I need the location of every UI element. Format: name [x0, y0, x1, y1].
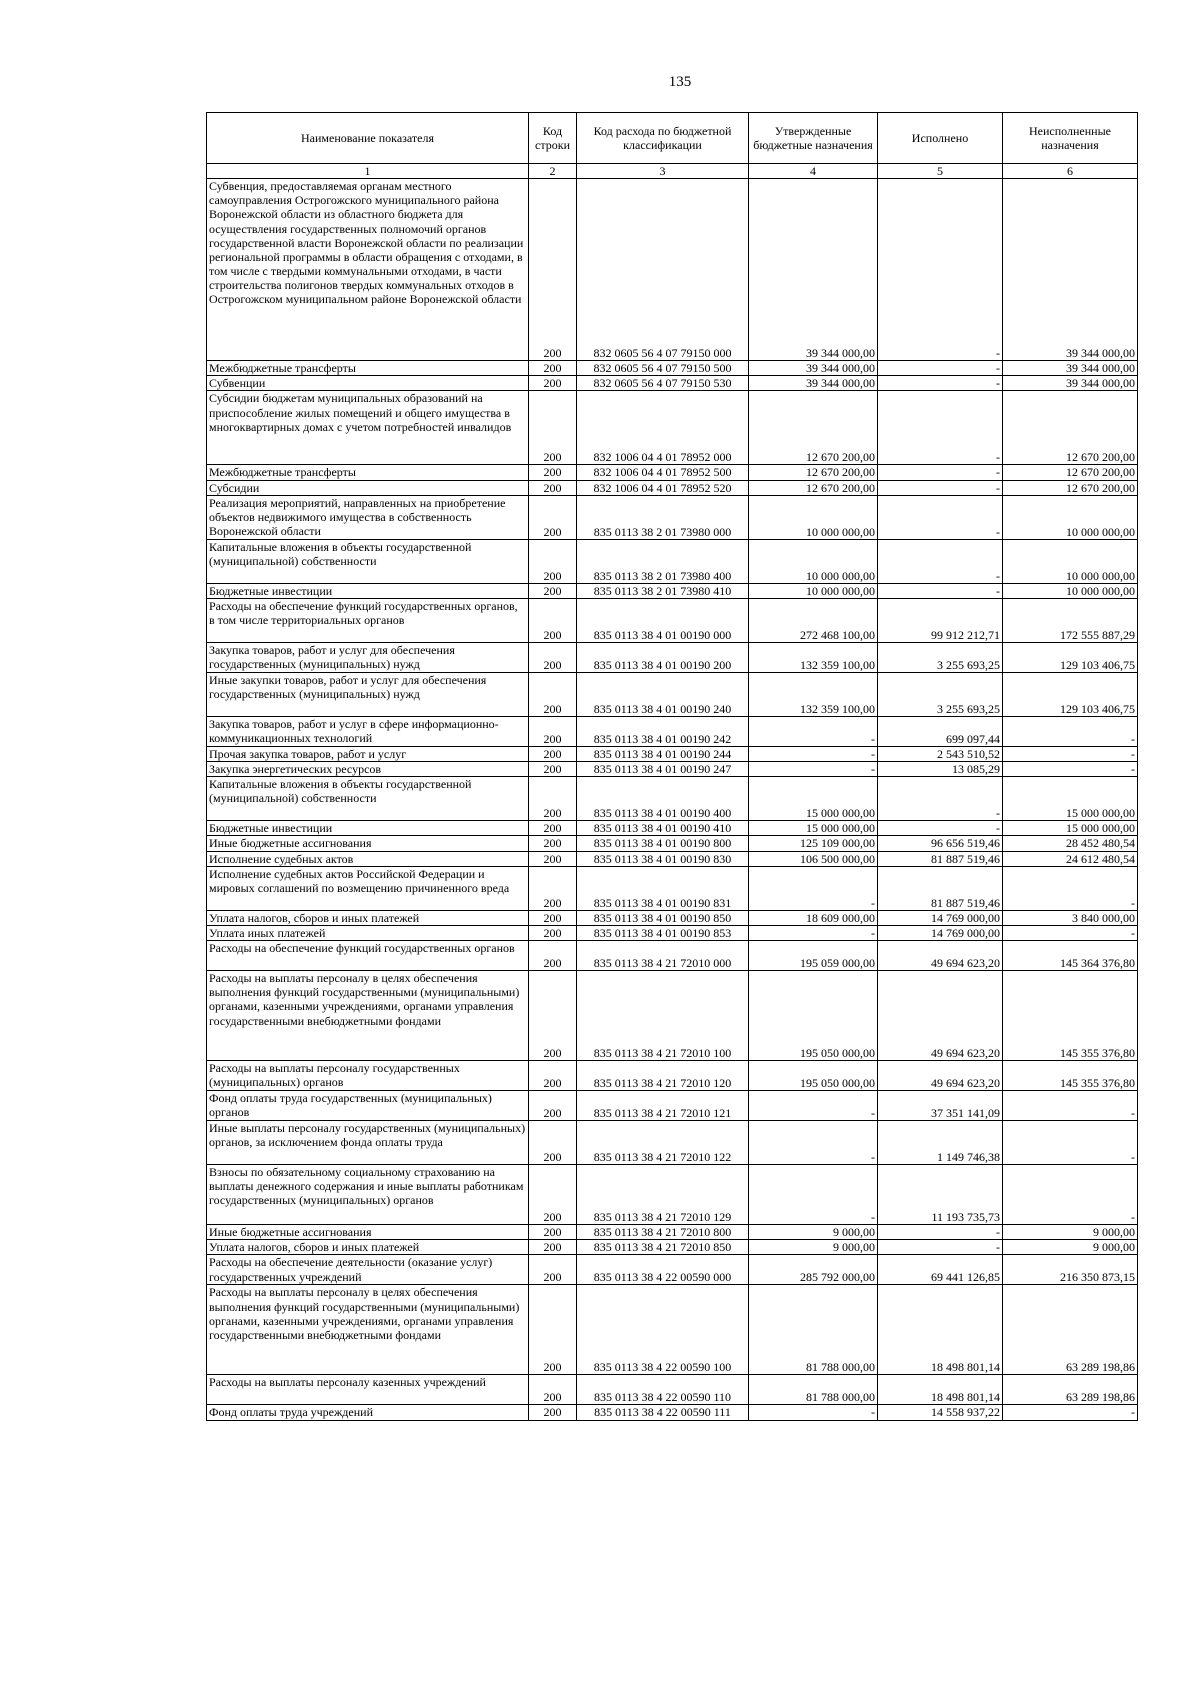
table-row: [207, 179, 1138, 361]
cell-approved: 9 000,00: [749, 1240, 878, 1255]
cell-budget-code: 835 0113 38 4 22 00590 110: [577, 1375, 749, 1405]
table-row: [207, 598, 1138, 642]
cell-indicator-name: Фонд оплаты труда государственных (муниципальных) органов: [207, 1091, 529, 1121]
cell-line-code: 200: [529, 598, 577, 642]
cell-unexecuted: 12 670 200,00: [1003, 391, 1138, 465]
cell-approved: -: [749, 1121, 878, 1165]
table-body: [207, 179, 1138, 1420]
cell-approved: -: [749, 866, 878, 910]
cell-budget-code: 835 0113 38 4 21 72010 122: [577, 1121, 749, 1165]
cell-budget-code: 835 0113 38 4 01 00190 247: [577, 762, 749, 777]
cell-indicator-name: Уплата налогов, сборов и иных платежей: [207, 910, 529, 925]
cell-indicator-name: Иные закупки товаров, работ и услуг для обеспечения государственных (муниципальных) нужд: [207, 672, 529, 716]
table-row: [207, 971, 1138, 1061]
cell-line-code: 200: [529, 465, 577, 480]
header-approved: Утвержденные бюджетные назначения: [749, 113, 878, 164]
cell-line-code: 200: [529, 642, 577, 672]
cell-indicator-name: Субвенция, предоставляемая органам местного самоуправления Острогожского муниципального района Воронежской области из областного бюджета для осуществления государственных полномочий органов государственной власти Воронежской области по реализации региональной программы в области обращения с отходами, в том числе с твердыми коммунальными отходами, в части строительства полигонов твердых коммунальных отходов в Острогожском муниципальном районе Воронежской области: [207, 179, 529, 361]
cell-unexecuted: 12 670 200,00: [1003, 480, 1138, 495]
cell-indicator-name: Реализация мероприятий, направленных на приобретение объектов недвижимого имущества в собственность Воронежской области: [207, 495, 529, 539]
cell-unexecuted: -: [1003, 746, 1138, 761]
cell-approved: 39 344 000,00: [749, 179, 878, 361]
table-row: [207, 1255, 1138, 1285]
cell-budget-code: 835 0113 38 4 21 72010 129: [577, 1165, 749, 1225]
cell-executed: 14 769 000,00: [878, 925, 1003, 940]
cell-indicator-name: Исполнение судебных актов Российской Федерации и мировых соглашений по возмещению причиненного вреда: [207, 866, 529, 910]
cell-executed: -: [878, 480, 1003, 495]
cell-indicator-name: Уплата налогов, сборов и иных платежей: [207, 1240, 529, 1255]
cell-executed: 13 085,29: [878, 762, 1003, 777]
cell-budget-code: 835 0113 38 4 01 00190 200: [577, 642, 749, 672]
cell-unexecuted: 145 364 376,80: [1003, 941, 1138, 971]
cell-line-code: 200: [529, 361, 577, 376]
cell-budget-code: 832 0605 56 4 07 79150 500: [577, 361, 749, 376]
column-number: 6: [1003, 164, 1138, 179]
cell-indicator-name: Субвенции: [207, 376, 529, 391]
cell-approved: -: [749, 1405, 878, 1420]
cell-approved: -: [749, 925, 878, 940]
cell-unexecuted: -: [1003, 762, 1138, 777]
cell-executed: 3 255 693,25: [878, 642, 1003, 672]
cell-indicator-name: Расходы на обеспечение функций государственных органов: [207, 941, 529, 971]
cell-line-code: 200: [529, 179, 577, 361]
cell-approved: 12 670 200,00: [749, 465, 878, 480]
cell-budget-code: 835 0113 38 4 01 00190 244: [577, 746, 749, 761]
cell-line-code: 200: [529, 762, 577, 777]
cell-approved: 195 059 000,00: [749, 941, 878, 971]
table-row: [207, 1061, 1138, 1091]
cell-approved: 18 609 000,00: [749, 910, 878, 925]
cell-executed: 18 498 801,14: [878, 1285, 1003, 1375]
cell-executed: -: [878, 495, 1003, 539]
cell-approved: 39 344 000,00: [749, 361, 878, 376]
cell-unexecuted: 145 355 376,80: [1003, 1061, 1138, 1091]
cell-budget-code: 835 0113 38 4 01 00190 853: [577, 925, 749, 940]
cell-executed: 99 912 212,71: [878, 598, 1003, 642]
table-row: [207, 642, 1138, 672]
cell-executed: 2 543 510,52: [878, 746, 1003, 761]
table-row: [207, 391, 1138, 465]
cell-executed: 81 887 519,46: [878, 866, 1003, 910]
cell-unexecuted: -: [1003, 925, 1138, 940]
cell-line-code: 200: [529, 1091, 577, 1121]
cell-unexecuted: 63 289 198,86: [1003, 1285, 1138, 1375]
cell-line-code: 200: [529, 376, 577, 391]
cell-line-code: 200: [529, 941, 577, 971]
table-row: [207, 746, 1138, 761]
cell-budget-code: 832 1006 04 4 01 78952 520: [577, 480, 749, 495]
cell-budget-code: 835 0113 38 4 01 00190 000: [577, 598, 749, 642]
cell-indicator-name: Исполнение судебных актов: [207, 851, 529, 866]
cell-executed: 11 193 735,73: [878, 1165, 1003, 1225]
table-row: [207, 361, 1138, 376]
cell-indicator-name: Бюджетные инвестиции: [207, 821, 529, 836]
header-executed: Исполнено: [878, 113, 1003, 164]
table-row: [207, 777, 1138, 821]
column-number: 5: [878, 164, 1003, 179]
cell-unexecuted: -: [1003, 866, 1138, 910]
cell-executed: -: [878, 1225, 1003, 1240]
table-row: [207, 925, 1138, 940]
cell-budget-code: 835 0113 38 4 21 72010 000: [577, 941, 749, 971]
cell-budget-code: 832 1006 04 4 01 78952 000: [577, 391, 749, 465]
cell-approved: -: [749, 746, 878, 761]
cell-indicator-name: Расходы на выплаты персоналу в целях обеспечения выполнения функций государственными (муниципальными) органами, казенными учреждениями, органами управления государственными внебюджетными фондами: [207, 971, 529, 1061]
table-row: [207, 376, 1138, 391]
cell-unexecuted: 9 000,00: [1003, 1240, 1138, 1255]
cell-executed: 14 558 937,22: [878, 1405, 1003, 1420]
cell-unexecuted: -: [1003, 1165, 1138, 1225]
cell-indicator-name: Субсидии: [207, 480, 529, 495]
cell-budget-code: 835 0113 38 4 01 00190 410: [577, 821, 749, 836]
cell-indicator-name: Расходы на выплаты персоналу государственных (муниципальных) органов: [207, 1061, 529, 1091]
cell-indicator-name: Иные выплаты персоналу государственных (муниципальных) органов, за исключением фонда оплаты труда: [207, 1121, 529, 1165]
page-number: 135: [668, 74, 692, 90]
cell-executed: 81 887 519,46: [878, 851, 1003, 866]
cell-unexecuted: 15 000 000,00: [1003, 777, 1138, 821]
table-row: [207, 762, 1138, 777]
cell-budget-code: 835 0113 38 4 01 00190 242: [577, 716, 749, 746]
cell-budget-code: 835 0113 38 4 21 72010 800: [577, 1225, 749, 1240]
header-unexecuted: Неисполненные назначения: [1003, 113, 1138, 164]
header-budget-code: Код расхода по бюджетной классификации: [577, 113, 749, 164]
table-row: [207, 1375, 1138, 1405]
cell-executed: -: [878, 583, 1003, 598]
cell-executed: -: [878, 1240, 1003, 1255]
cell-unexecuted: -: [1003, 1091, 1138, 1121]
header-row: [207, 113, 1138, 164]
header-line-code: Код строки: [529, 113, 577, 164]
cell-budget-code: 835 0113 38 4 01 00190 400: [577, 777, 749, 821]
header-indicator-name: Наименование показателя: [207, 113, 529, 164]
cell-unexecuted: 10 000 000,00: [1003, 495, 1138, 539]
table-row: [207, 866, 1138, 910]
table-row: [207, 672, 1138, 716]
cell-line-code: 200: [529, 480, 577, 495]
cell-unexecuted: 39 344 000,00: [1003, 376, 1138, 391]
cell-unexecuted: 3 840 000,00: [1003, 910, 1138, 925]
table-row: [207, 836, 1138, 851]
cell-approved: 106 500 000,00: [749, 851, 878, 866]
table-row: [207, 941, 1138, 971]
cell-unexecuted: 28 452 480,54: [1003, 836, 1138, 851]
cell-unexecuted: -: [1003, 716, 1138, 746]
cell-line-code: 200: [529, 1405, 577, 1420]
cell-approved: 81 788 000,00: [749, 1375, 878, 1405]
table-row: [207, 583, 1138, 598]
column-number-row: [207, 164, 1138, 179]
cell-unexecuted: 216 350 873,15: [1003, 1255, 1138, 1285]
cell-indicator-name: Иные бюджетные ассигнования: [207, 1225, 529, 1240]
cell-executed: -: [878, 821, 1003, 836]
column-number: 2: [529, 164, 577, 179]
cell-executed: 1 149 746,38: [878, 1121, 1003, 1165]
cell-line-code: 200: [529, 539, 577, 583]
cell-line-code: 200: [529, 746, 577, 761]
cell-approved: 132 359 100,00: [749, 642, 878, 672]
cell-budget-code: 835 0113 38 2 01 73980 000: [577, 495, 749, 539]
cell-unexecuted: 39 344 000,00: [1003, 179, 1138, 361]
cell-line-code: 200: [529, 391, 577, 465]
cell-budget-code: 835 0113 38 2 01 73980 400: [577, 539, 749, 583]
cell-approved: 39 344 000,00: [749, 376, 878, 391]
cell-approved: -: [749, 716, 878, 746]
cell-line-code: 200: [529, 1255, 577, 1285]
cell-budget-code: 832 0605 56 4 07 79150 530: [577, 376, 749, 391]
cell-executed: -: [878, 361, 1003, 376]
cell-unexecuted: 129 103 406,75: [1003, 672, 1138, 716]
table-row: [207, 851, 1138, 866]
cell-budget-code: 835 0113 38 4 01 00190 800: [577, 836, 749, 851]
cell-budget-code: 832 0605 56 4 07 79150 000: [577, 179, 749, 361]
cell-line-code: 200: [529, 1061, 577, 1091]
table-header: [207, 113, 1138, 179]
cell-approved: 10 000 000,00: [749, 539, 878, 583]
cell-line-code: 200: [529, 910, 577, 925]
cell-budget-code: 835 0113 38 4 21 72010 100: [577, 971, 749, 1061]
cell-executed: -: [878, 465, 1003, 480]
cell-unexecuted: 172 555 887,29: [1003, 598, 1138, 642]
cell-unexecuted: 10 000 000,00: [1003, 539, 1138, 583]
cell-approved: 81 788 000,00: [749, 1285, 878, 1375]
cell-budget-code: 835 0113 38 4 01 00190 850: [577, 910, 749, 925]
cell-budget-code: 835 0113 38 4 01 00190 831: [577, 866, 749, 910]
cell-indicator-name: Закупка товаров, работ и услуг в сфере информационно-коммуникационных технологий: [207, 716, 529, 746]
table-row: [207, 495, 1138, 539]
cell-unexecuted: 63 289 198,86: [1003, 1375, 1138, 1405]
cell-line-code: 200: [529, 716, 577, 746]
cell-executed: 96 656 519,46: [878, 836, 1003, 851]
cell-line-code: 200: [529, 851, 577, 866]
cell-unexecuted: 129 103 406,75: [1003, 642, 1138, 672]
table-row: [207, 910, 1138, 925]
cell-indicator-name: Расходы на выплаты персоналу в целях обеспечения выполнения функций государственными (муниципальными) органами, казенными учреждениями, органами управления государственными внебюджетными фондами: [207, 1285, 529, 1375]
table-row: [207, 821, 1138, 836]
cell-executed: -: [878, 777, 1003, 821]
cell-approved: 10 000 000,00: [749, 583, 878, 598]
column-number: 4: [749, 164, 878, 179]
cell-executed: 49 694 623,20: [878, 941, 1003, 971]
cell-line-code: 200: [529, 1285, 577, 1375]
cell-line-code: 200: [529, 866, 577, 910]
cell-executed: 3 255 693,25: [878, 672, 1003, 716]
cell-line-code: 200: [529, 925, 577, 940]
cell-line-code: 200: [529, 777, 577, 821]
cell-executed: 69 441 126,85: [878, 1255, 1003, 1285]
table-row: [207, 1240, 1138, 1255]
cell-executed: 49 694 623,20: [878, 1061, 1003, 1091]
cell-indicator-name: Взносы по обязательному социальному страхованию на выплаты денежного содержания и иные выплаты работникам государственных (муниципальных) органов: [207, 1165, 529, 1225]
cell-indicator-name: Бюджетные инвестиции: [207, 583, 529, 598]
cell-budget-code: 832 1006 04 4 01 78952 500: [577, 465, 749, 480]
cell-unexecuted: -: [1003, 1405, 1138, 1420]
cell-executed: -: [878, 539, 1003, 583]
cell-indicator-name: Иные бюджетные ассигнования: [207, 836, 529, 851]
cell-budget-code: 835 0113 38 4 22 00590 000: [577, 1255, 749, 1285]
cell-approved: -: [749, 762, 878, 777]
cell-line-code: 200: [529, 1165, 577, 1225]
cell-budget-code: 835 0113 38 4 22 00590 100: [577, 1285, 749, 1375]
cell-budget-code: 835 0113 38 2 01 73980 410: [577, 583, 749, 598]
cell-executed: -: [878, 376, 1003, 391]
cell-line-code: 200: [529, 495, 577, 539]
cell-indicator-name: Межбюджетные трансферты: [207, 465, 529, 480]
cell-line-code: 200: [529, 672, 577, 716]
cell-indicator-name: Межбюджетные трансферты: [207, 361, 529, 376]
cell-budget-code: 835 0113 38 4 21 72010 850: [577, 1240, 749, 1255]
cell-executed: 14 769 000,00: [878, 910, 1003, 925]
cell-line-code: 200: [529, 583, 577, 598]
cell-approved: 12 670 200,00: [749, 391, 878, 465]
cell-line-code: 200: [529, 971, 577, 1061]
cell-unexecuted: 24 612 480,54: [1003, 851, 1138, 866]
cell-approved: 9 000,00: [749, 1225, 878, 1240]
cell-approved: 285 792 000,00: [749, 1255, 878, 1285]
cell-approved: 132 359 100,00: [749, 672, 878, 716]
cell-approved: 195 050 000,00: [749, 971, 878, 1061]
cell-unexecuted: 9 000,00: [1003, 1225, 1138, 1240]
cell-budget-code: 835 0113 38 4 21 72010 120: [577, 1061, 749, 1091]
cell-executed: 49 694 623,20: [878, 971, 1003, 1061]
cell-approved: 12 670 200,00: [749, 480, 878, 495]
table-row: [207, 1165, 1138, 1225]
table-row: [207, 1285, 1138, 1375]
cell-approved: 195 050 000,00: [749, 1061, 878, 1091]
cell-unexecuted: -: [1003, 1121, 1138, 1165]
cell-unexecuted: 15 000 000,00: [1003, 821, 1138, 836]
cell-indicator-name: Прочая закупка товаров, работ и услуг: [207, 746, 529, 761]
cell-unexecuted: 10 000 000,00: [1003, 583, 1138, 598]
table-row: [207, 1225, 1138, 1240]
cell-line-code: 200: [529, 836, 577, 851]
table-row: [207, 1091, 1138, 1121]
cell-executed: -: [878, 179, 1003, 361]
cell-approved: -: [749, 1091, 878, 1121]
cell-indicator-name: Уплата иных платежей: [207, 925, 529, 940]
cell-executed: -: [878, 391, 1003, 465]
table-row: [207, 716, 1138, 746]
budget-execution-table: [206, 112, 1138, 1421]
table-row: [207, 1121, 1138, 1165]
cell-indicator-name: Расходы на обеспечение функций государственных органов, в том числе территориальных органов: [207, 598, 529, 642]
cell-executed: 699 097,44: [878, 716, 1003, 746]
cell-indicator-name: Субсидии бюджетам муниципальных образований на приспособление жилых помещений и общего имущества в многоквартирных домах с учетом потребностей инвалидов: [207, 391, 529, 465]
cell-indicator-name: Капитальные вложения в объекты государственной (муниципальной) собственности: [207, 539, 529, 583]
cell-unexecuted: 12 670 200,00: [1003, 465, 1138, 480]
cell-indicator-name: Расходы на обеспечение деятельности (оказание услуг) государственных учреждений: [207, 1255, 529, 1285]
column-number: 3: [577, 164, 749, 179]
cell-line-code: 200: [529, 821, 577, 836]
cell-approved: 272 468 100,00: [749, 598, 878, 642]
cell-executed: 37 351 141,09: [878, 1091, 1003, 1121]
cell-indicator-name: Капитальные вложения в объекты государственной (муниципальной) собственности: [207, 777, 529, 821]
table-row: [207, 465, 1138, 480]
cell-budget-code: 835 0113 38 4 22 00590 111: [577, 1405, 749, 1420]
cell-budget-code: 835 0113 38 4 01 00190 240: [577, 672, 749, 716]
cell-approved: 125 109 000,00: [749, 836, 878, 851]
cell-executed: 18 498 801,14: [878, 1375, 1003, 1405]
table-row: [207, 480, 1138, 495]
column-number: 1: [207, 164, 529, 179]
cell-approved: 15 000 000,00: [749, 777, 878, 821]
cell-approved: -: [749, 1165, 878, 1225]
cell-indicator-name: Закупка товаров, работ и услуг для обеспечения государственных (муниципальных) нужд: [207, 642, 529, 672]
cell-line-code: 200: [529, 1121, 577, 1165]
cell-approved: 10 000 000,00: [749, 495, 878, 539]
cell-line-code: 200: [529, 1375, 577, 1405]
cell-indicator-name: Фонд оплаты труда учреждений: [207, 1405, 529, 1420]
cell-unexecuted: 39 344 000,00: [1003, 361, 1138, 376]
cell-unexecuted: 145 355 376,80: [1003, 971, 1138, 1061]
cell-line-code: 200: [529, 1225, 577, 1240]
cell-budget-code: 835 0113 38 4 01 00190 830: [577, 851, 749, 866]
table-row: [207, 1405, 1138, 1420]
cell-line-code: 200: [529, 1240, 577, 1255]
table-row: [207, 539, 1138, 583]
cell-indicator-name: Расходы на выплаты персоналу казенных учреждений: [207, 1375, 529, 1405]
cell-approved: 15 000 000,00: [749, 821, 878, 836]
cell-indicator-name: Закупка энергетических ресурсов: [207, 762, 529, 777]
cell-budget-code: 835 0113 38 4 21 72010 121: [577, 1091, 749, 1121]
